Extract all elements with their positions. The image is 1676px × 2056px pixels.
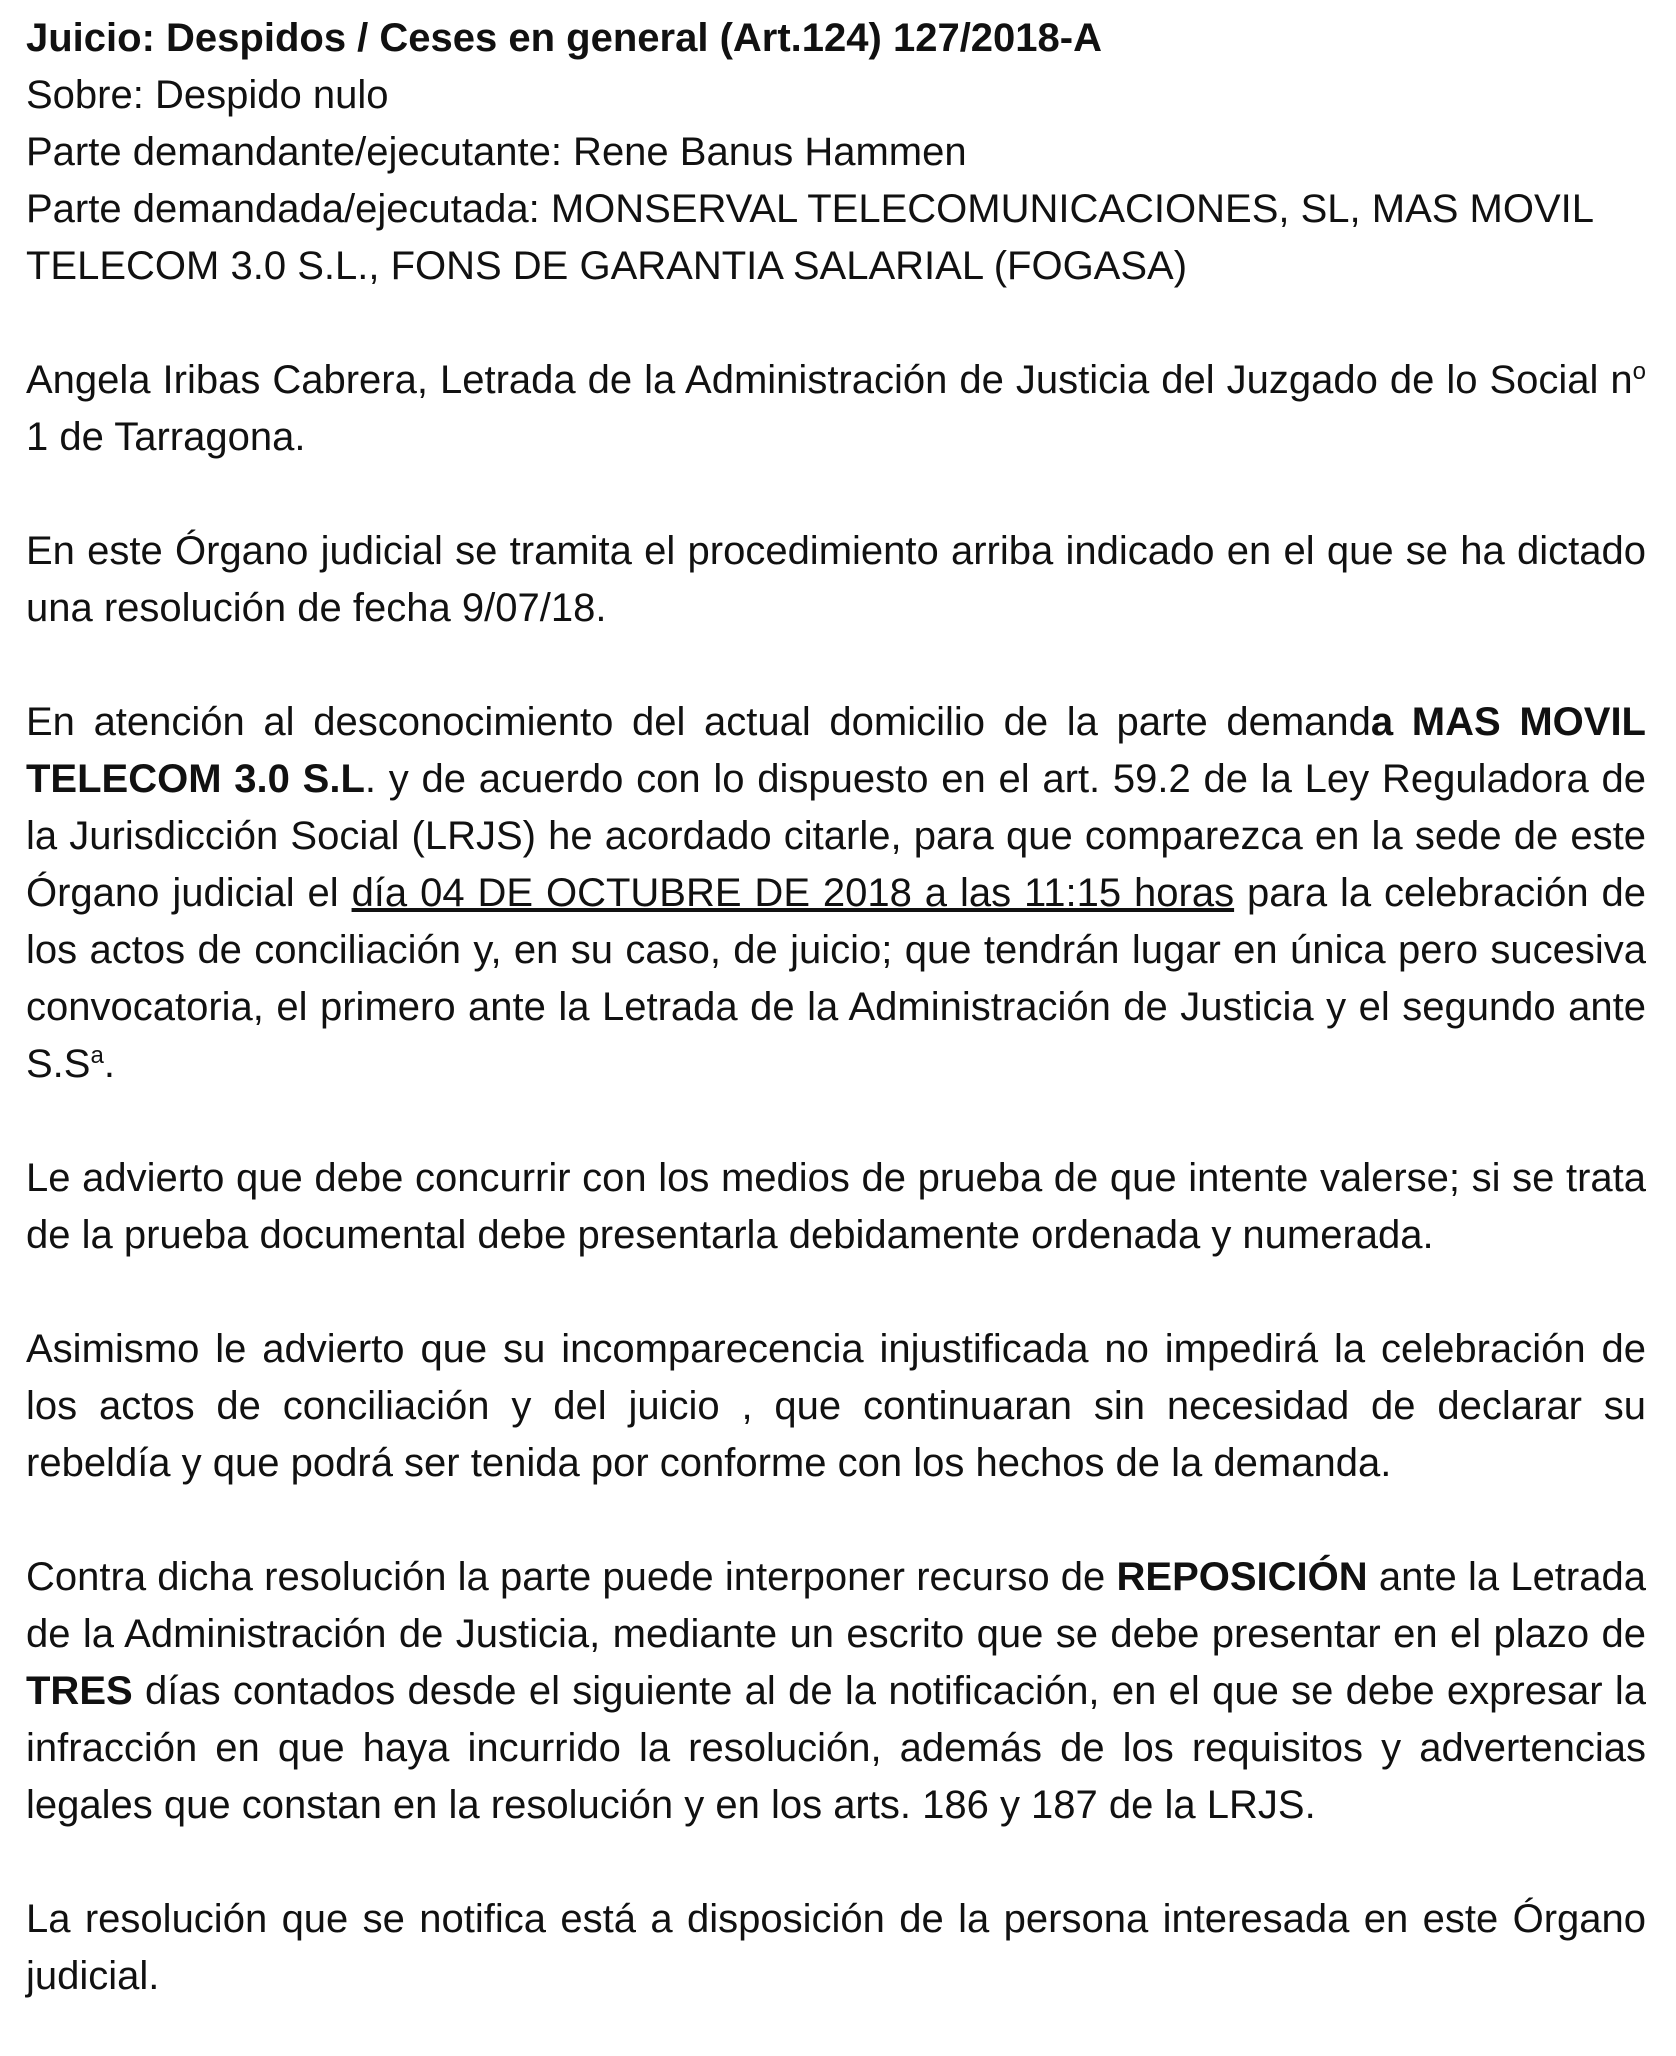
plaintiff-line: Parte demandante/ejecutante: Rene Banus Hammen xyxy=(26,130,967,174)
document-body xyxy=(26,10,1646,2005)
clerk-court: 1 de Tarragona. xyxy=(26,415,306,459)
appeal-text-3: días contados desde el siguiente al de la notificación, en el que se debe expresar la infracción en que haya incurrido la resolución, además de los requisitos y advertencias legales que constan en la resolución y en los arts. 186 y 187 de la LRJS. xyxy=(26,1669,1646,1827)
appeal-days: TRES xyxy=(26,1669,133,1713)
ordinal-sup-ssa: a xyxy=(90,1042,104,1069)
paragraph-summons xyxy=(26,694,1646,1093)
paragraph-availability: La resolución que se notifica está a disposición de la persona interesada en este Órgano judicial. xyxy=(26,1897,1646,1998)
paragraph-clerk xyxy=(26,352,1646,466)
defendant-name: a MAS MOVIL TELECOM 3.0 S.L xyxy=(26,700,1646,801)
paragraph-absence: Asimismo le advierto que su incomparecencia injustificada no impedirá la celebración de los actos de conciliación y del juicio , que continuaran sin necesidad de declarar su rebeldía y que podrá ser tenida por conforme con los hechos de la demanda. xyxy=(26,1327,1646,1485)
paragraph-appeal xyxy=(26,1549,1646,1834)
appeal-text-2: ante la Letrada de la Administración de Justicia, mediante un escrito que se debe presentar en el plazo de xyxy=(26,1555,1646,1656)
paragraph-evidence: Le advierto que debe concurrir con los medios de prueba de que intente valerse; si se trata de la prueba documental debe presentarla debidamente ordenada y numerada. xyxy=(26,1156,1646,1257)
appeal-text-1: Contra dicha resolución la parte puede interponer recurso de xyxy=(26,1555,1117,1599)
hearing-date: día 04 DE OCTUBRE DE 2018 a las 11:15 horas xyxy=(351,871,1235,915)
clerk-text: Angela Iribas Cabrera, Letrada de la Administración de Justicia del Juzgado de lo Social n xyxy=(26,358,1633,402)
defendant-line: Parte demandada/ejecutada: MONSERVAL TELECOMUNICACIONES, SL, MAS MOVIL TELECOM 3.0 S.L., FONS DE GARANTIA SALARIAL (FOGASA) xyxy=(26,187,1593,288)
ordinal-sup: o xyxy=(1632,358,1646,385)
summons-text-3: para la celebración de los actos de conciliación y, en su caso, de juicio; que tendrán lugar en única pero sucesiva convocatoria, el primero ante la Letrada de la Administración de Justicia y el segundo ante S.S xyxy=(26,871,1646,1086)
case-subject: Sobre: Despido nulo xyxy=(26,73,389,117)
summons-text-2: . y de acuerdo con lo dispuesto en el art. 59.2 de la Ley Reguladora de la Jurisdicción Social (LRJS) he acordado citarle, para que comparezca en la sede de este Órgano judicial el xyxy=(26,757,1647,915)
appeal-type: REPOSICIÓN xyxy=(1116,1555,1368,1599)
case-title: Juicio: Despidos / Ceses en general (Art.124) 127/2018-A xyxy=(26,16,1102,60)
summons-text-4: . xyxy=(103,1042,115,1086)
paragraph-procedure: En este Órgano judicial se tramita el procedimiento arriba indicado en el que se ha dictado una resolución de fecha 9/07/18. xyxy=(26,529,1646,630)
summons-text-1: En atención al desconocimiento del actual domicilio de la parte demand xyxy=(26,700,1371,744)
